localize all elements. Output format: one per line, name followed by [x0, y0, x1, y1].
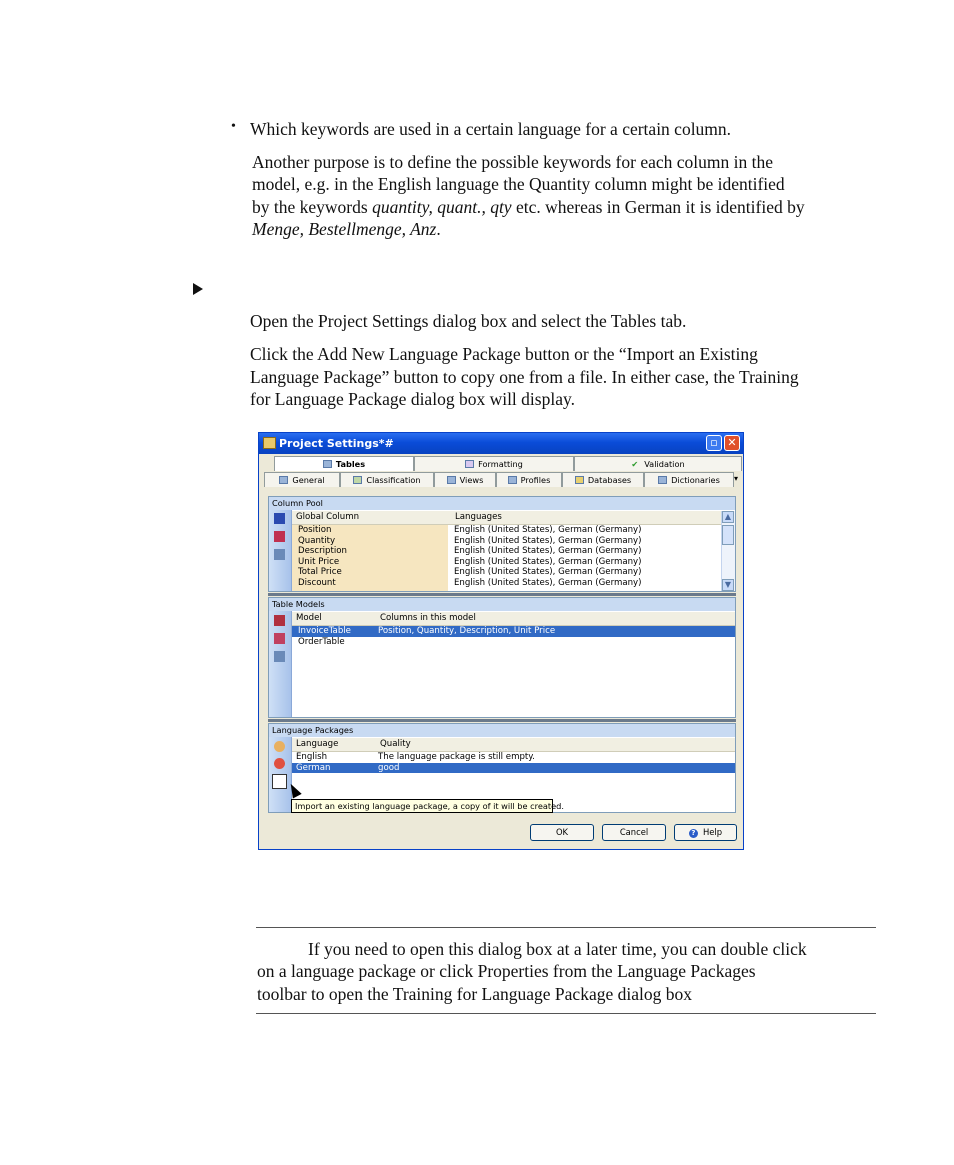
add-language-package-icon[interactable]: [274, 741, 285, 752]
step-text: Open the Project Settings dialog box and select the Tables tab.: [250, 311, 687, 331]
scroll-thumb[interactable]: [722, 525, 734, 545]
table-models-toolbar: [269, 611, 292, 717]
header-columns-in-model[interactable]: Columns in this model: [380, 613, 476, 623]
table-row[interactable]: Description English (United States), German (Germany): [298, 546, 642, 556]
import-tooltip: Import an existing language package, a copy of it will be created.: [291, 799, 553, 813]
table-models-header: Table Models: [269, 598, 735, 612]
tab-scroll-icon[interactable]: ▾: [734, 474, 739, 483]
column-pool-scrollbar[interactable]: [721, 511, 735, 591]
table-row[interactable]: Total Price English (United States), German (Germany): [298, 567, 642, 577]
tab-tables[interactable]: Tables: [274, 456, 414, 471]
cancel-button[interactable]: Cancel: [602, 824, 666, 841]
language-packages-grid-header: [292, 738, 735, 752]
table-models-panel: [268, 597, 736, 718]
column-properties-icon[interactable]: [274, 549, 285, 560]
tab-validation[interactable]: ✔ Validation: [574, 456, 742, 471]
column-pool-grid-header: [292, 511, 735, 525]
restore-button[interactable]: ▫: [706, 435, 722, 451]
note-text: on a language package or click Properties from the Language Packages: [257, 961, 756, 981]
header-global-column[interactable]: Global Column: [296, 512, 360, 522]
add-column-icon[interactable]: [274, 513, 285, 524]
procedure-arrow-icon: [193, 283, 203, 295]
scroll-up-icon[interactable]: ▲: [722, 511, 734, 523]
table-models-grid: [292, 611, 735, 717]
table-row[interactable]: English The language package is still empty.: [296, 752, 535, 762]
column-pool-panel: [268, 496, 736, 592]
paragraph-line: model, e.g. in the English language the Quantity column might be identified: [252, 174, 785, 194]
table-row[interactable]: Position English (United States), German (Germany): [298, 525, 642, 535]
dialog-titlebar[interactable]: [259, 433, 743, 454]
header-language[interactable]: Language: [296, 739, 339, 749]
header-languages[interactable]: Languages: [455, 512, 502, 522]
note-divider-top: [256, 927, 876, 928]
import-language-package-icon[interactable]: [272, 774, 287, 789]
column-pool-header: Column Pool: [269, 497, 735, 511]
tab-classification[interactable]: Classification: [340, 472, 434, 487]
tab-general[interactable]: General: [264, 472, 340, 487]
note-text: toolbar to open the Training for Language Package dialog box: [257, 984, 692, 1004]
model-properties-icon[interactable]: [274, 651, 285, 662]
bullet-text: Which keywords are used in a certain language for a certain column.: [250, 119, 732, 139]
delete-model-icon[interactable]: [274, 633, 285, 644]
close-button[interactable]: ✕: [724, 435, 740, 451]
profiles-icon: [508, 476, 517, 484]
note-divider-bottom: [256, 1013, 876, 1014]
paragraph-line: Menge, Bestellmenge, Anz.: [252, 219, 441, 239]
project-settings-dialog: [258, 432, 744, 850]
views-icon: [447, 476, 456, 484]
table-row[interactable]: OrderTable: [298, 636, 345, 647]
add-model-icon[interactable]: [274, 615, 285, 626]
table-row[interactable]: InvoiceTable Position, Quantity, Description, Unit Price: [292, 626, 735, 637]
dialog-title: Project Settings*#: [279, 437, 394, 450]
table-models-grid-header: [292, 612, 735, 626]
classification-icon: [353, 476, 362, 484]
step-text: for Language Package dialog box will display.: [250, 389, 575, 409]
delete-language-package-icon[interactable]: [274, 758, 285, 769]
scroll-down-icon[interactable]: ▼: [722, 579, 734, 591]
format-icon: [465, 460, 474, 468]
note-text: If you need to open this dialog box at a later time, you can double click: [308, 939, 807, 959]
splitter[interactable]: [268, 593, 736, 596]
table-row[interactable]: Discount English (United States), German (Germany): [298, 577, 642, 588]
tab-profiles[interactable]: Profiles: [496, 472, 562, 487]
help-button[interactable]: ? Help: [674, 824, 737, 841]
column-pool-grid: [292, 510, 735, 591]
checkmark-icon: ✔: [631, 459, 639, 469]
step-text: Language Package” button to copy one from a file. In either case, the Training: [250, 367, 799, 387]
step-text: Click the Add New Language Package button or the “Import an Existing: [250, 344, 758, 364]
tab-row-top: [262, 456, 740, 472]
general-icon: [279, 476, 288, 484]
column-pool-toolbar: [269, 510, 292, 591]
tab-databases[interactable]: Databases: [562, 472, 644, 487]
dictionary-icon: [658, 476, 667, 484]
tab-views[interactable]: Views: [434, 472, 496, 487]
language-packages-toolbar: [269, 737, 292, 812]
tab-dictionaries[interactable]: Dictionaries: [644, 472, 734, 487]
table-row[interactable]: Quantity English (United States), German (Germany): [298, 535, 642, 546]
language-packages-header: Language Packages: [269, 724, 735, 738]
help-icon: ?: [689, 829, 698, 838]
splitter[interactable]: [268, 719, 736, 722]
tab-formatting[interactable]: Formatting: [414, 456, 574, 471]
delete-column-icon[interactable]: [274, 531, 285, 542]
table-row[interactable]: Unit Price English (United States), German (Germany): [298, 556, 642, 567]
tab-row-bottom: [262, 472, 740, 488]
database-icon: [575, 476, 584, 484]
table-row[interactable]: German good: [292, 763, 735, 774]
table-icon: [323, 460, 332, 468]
bullet-dot: •: [231, 119, 236, 134]
header-quality[interactable]: Quality: [380, 739, 411, 749]
app-icon: [263, 437, 276, 449]
paragraph-line: by the keywords quantity, quant., qty etc. whereas in German it is identified by: [252, 197, 805, 217]
paragraph-line: Another purpose is to define the possible keywords for each column in the: [252, 152, 773, 172]
header-model[interactable]: Model: [296, 613, 322, 623]
ok-button[interactable]: OK: [530, 824, 594, 841]
